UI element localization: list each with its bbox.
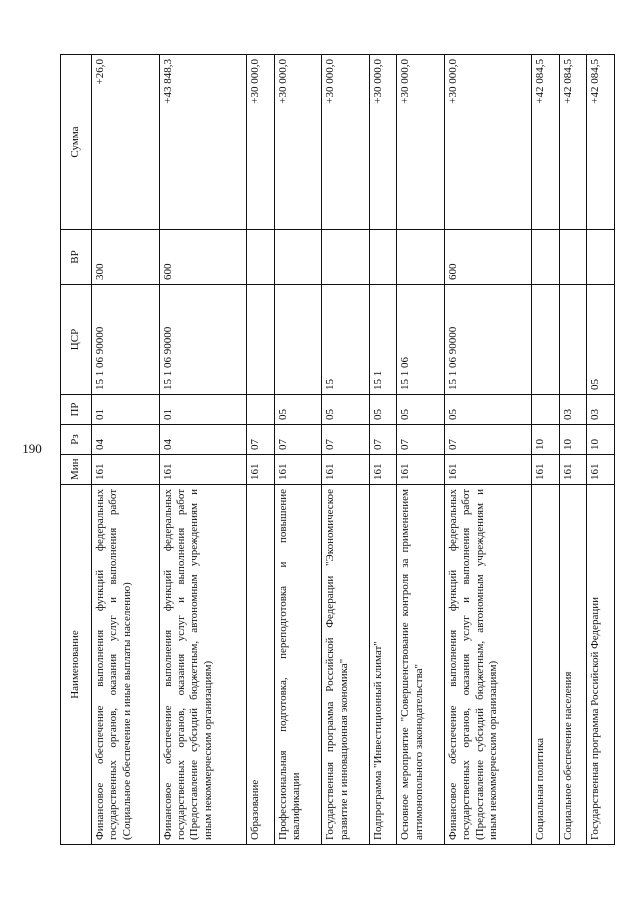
page-number: 190	[22, 441, 42, 456]
row-min: 161	[322, 455, 370, 485]
row-pr: 05	[397, 395, 445, 425]
row-name: Финансовое обеспечение выполнения функций федеральных государственных органов, оказания услуг и выполнения работ (Предоставление субсидий бюджетным, автономным учреждениям и иным некоммерческим организациям)	[444, 485, 532, 845]
row-pr: 01	[159, 395, 247, 425]
row-name: Основное мероприятие "Совершенствование контроля за применением антимонопольного законодательства"	[397, 485, 445, 845]
row-sum: +42 084,5	[587, 55, 615, 230]
row-vr	[322, 230, 370, 285]
row-rz: 07	[274, 425, 322, 455]
row-vr: 600	[444, 230, 532, 285]
row-rz: 07	[444, 425, 532, 455]
row-name: Социальная политика	[532, 485, 560, 845]
row-name: Финансовое обеспечение выполнения функций федеральных государственных органов, оказания услуг и выполнения работ (Предоставление субсидий бюджетным, автономным учреждениям и иным некоммерческим организациям)	[159, 485, 247, 845]
row-min: 161	[159, 455, 247, 485]
table-row	[444, 55, 532, 845]
row-sum: +30 000,0	[369, 55, 397, 230]
row-rz: 07	[369, 425, 397, 455]
row-min: 161	[559, 455, 587, 485]
row-rz: 10	[587, 425, 615, 455]
row-rz: 04	[92, 425, 160, 455]
row-min: 161	[247, 455, 275, 485]
row-name: Финансовое обеспечение выполнения функций федеральных государственных органов, оказания услуг и выполнения работ (Социальное обеспечение и иные выплаты населению)	[92, 485, 160, 845]
row-csr	[247, 285, 275, 395]
header-vr: ВР	[61, 230, 92, 285]
row-rz: 04	[159, 425, 247, 455]
table-row	[159, 55, 247, 845]
header-csr: ЦСР	[61, 285, 92, 395]
row-vr	[274, 230, 322, 285]
header-min: Мин	[61, 455, 92, 485]
table-row	[274, 55, 322, 845]
table-header-row	[61, 55, 92, 845]
table-row	[369, 55, 397, 845]
row-csr	[559, 285, 587, 395]
row-name: Профессиональная подготовка, переподготовка и повышение квалификации	[274, 485, 322, 845]
row-pr: 05	[369, 395, 397, 425]
row-min: 161	[92, 455, 160, 485]
row-csr: 15 1 06 90000	[92, 285, 160, 395]
row-rz: 10	[532, 425, 560, 455]
table-row	[532, 55, 560, 845]
table-row	[397, 55, 445, 845]
row-vr	[397, 230, 445, 285]
row-sum: +43 848,3	[159, 55, 247, 230]
row-sum: +42 084,5	[559, 55, 587, 230]
row-csr: 15	[322, 285, 370, 395]
row-pr	[532, 395, 560, 425]
row-csr	[274, 285, 322, 395]
row-pr: 01	[92, 395, 160, 425]
budget-table-rotated	[60, 55, 615, 845]
table-row	[247, 55, 275, 845]
row-name: Государственная программа Российской Федерации "Экономическое развитие и инновационная экономика"	[322, 485, 370, 845]
row-pr: 05	[322, 395, 370, 425]
row-vr	[559, 230, 587, 285]
row-rz: 07	[397, 425, 445, 455]
row-min: 161	[274, 455, 322, 485]
row-sum: +30 000,0	[397, 55, 445, 230]
row-vr	[532, 230, 560, 285]
budget-table	[60, 54, 615, 845]
row-min: 161	[587, 455, 615, 485]
row-sum: +30 000,0	[322, 55, 370, 230]
table-row	[92, 55, 160, 845]
row-sum: +42 084,5	[532, 55, 560, 230]
row-min: 161	[369, 455, 397, 485]
row-pr: 05	[274, 395, 322, 425]
row-pr: 05	[444, 395, 532, 425]
row-sum: +30 000,0	[444, 55, 532, 230]
table-row	[322, 55, 370, 845]
row-sum: +26,0	[92, 55, 160, 230]
row-min: 161	[444, 455, 532, 485]
header-name: Наименование	[61, 485, 92, 845]
header-rz: Рз	[61, 425, 92, 455]
header-pr: ПР	[61, 395, 92, 425]
row-name: Государственная программа Российской Федерации	[587, 485, 615, 845]
row-pr	[247, 395, 275, 425]
row-min: 161	[532, 455, 560, 485]
table-row	[587, 55, 615, 845]
row-rz: 07	[247, 425, 275, 455]
row-name: Образование	[247, 485, 275, 845]
row-rz: 10	[559, 425, 587, 455]
row-csr: 15 1 06 90000	[444, 285, 532, 395]
row-name: Подпрограмма "Инвестиционный климат"	[369, 485, 397, 845]
row-pr: 03	[559, 395, 587, 425]
row-sum: +30 000,0	[274, 55, 322, 230]
row-vr: 300	[92, 230, 160, 285]
row-vr	[247, 230, 275, 285]
row-rz: 07	[322, 425, 370, 455]
row-pr: 03	[587, 395, 615, 425]
table-row	[559, 55, 587, 845]
row-csr	[532, 285, 560, 395]
row-name: Социальное обеспечение населения	[559, 485, 587, 845]
row-min: 161	[397, 455, 445, 485]
row-vr	[587, 230, 615, 285]
row-sum: +30 000,0	[247, 55, 275, 230]
row-vr: 600	[159, 230, 247, 285]
row-csr: 15 1	[369, 285, 397, 395]
row-csr: 15 1 06 90000	[159, 285, 247, 395]
row-vr	[369, 230, 397, 285]
header-sum: Сумма	[61, 55, 92, 230]
row-csr: 15 1 06	[397, 285, 445, 395]
row-csr: 05	[587, 285, 615, 395]
